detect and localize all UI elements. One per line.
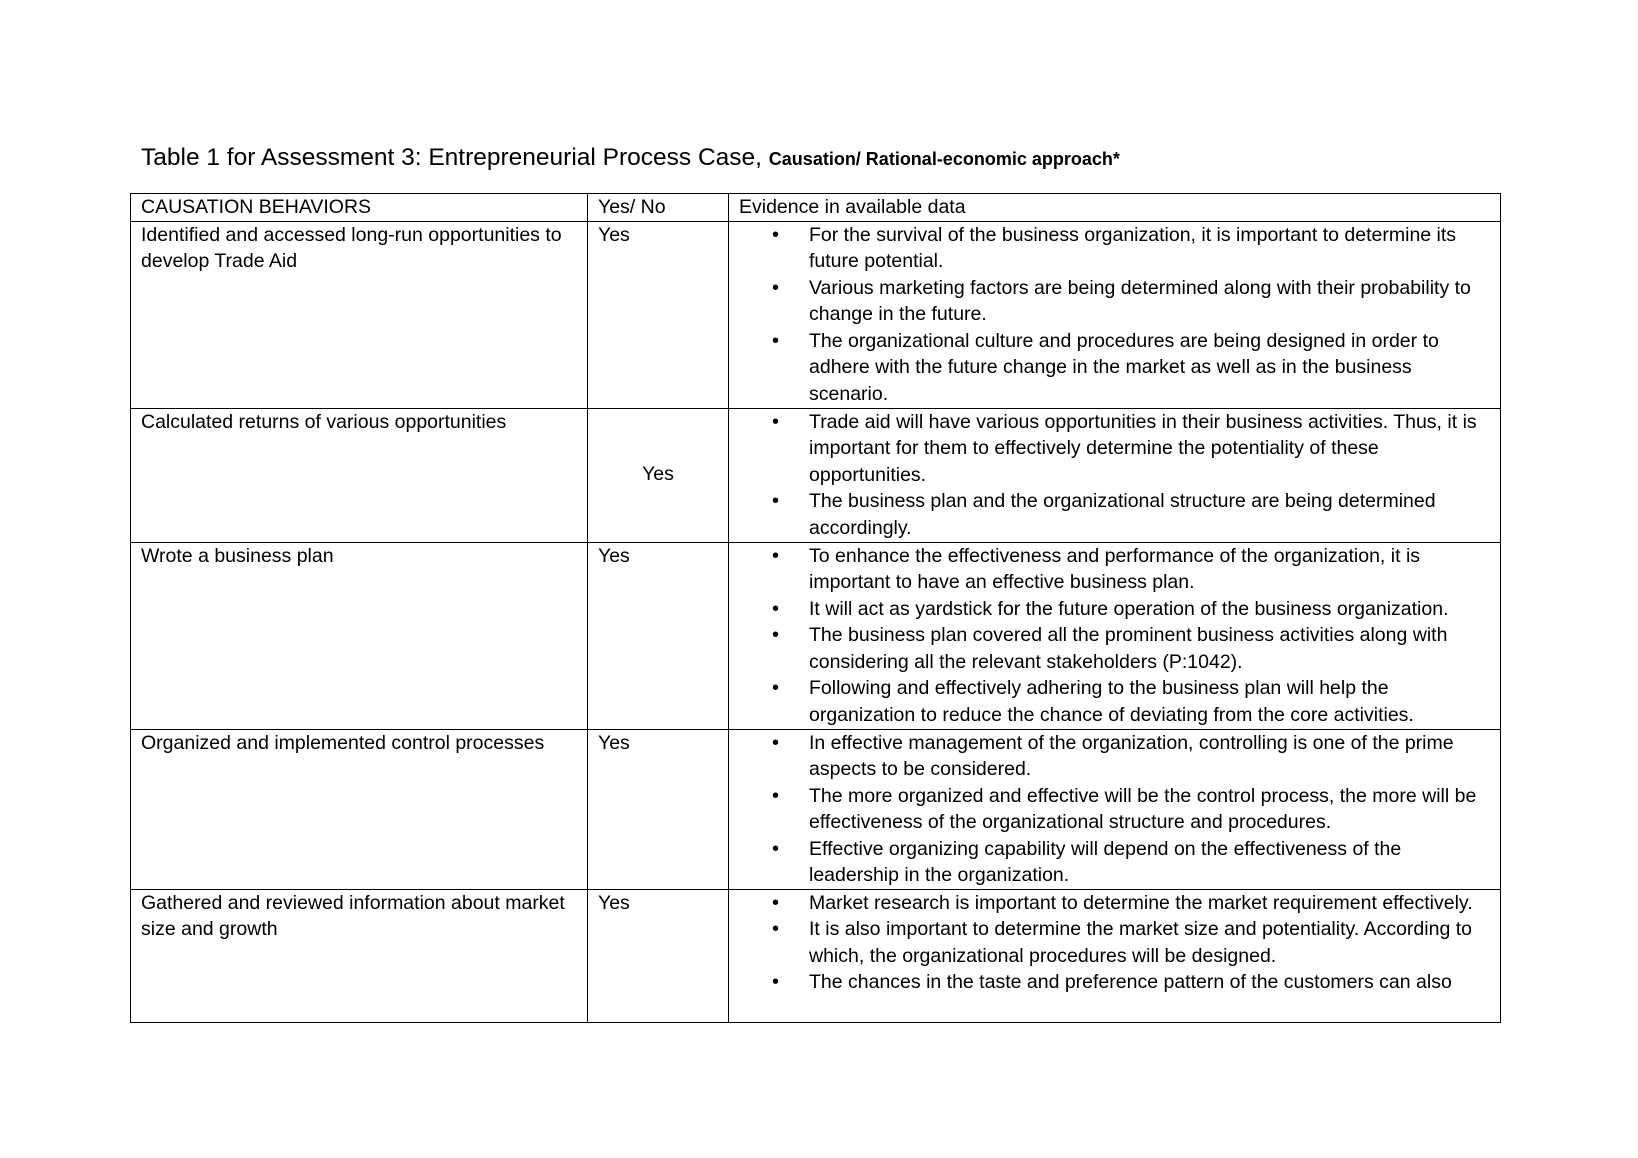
bullet-icon: • bbox=[772, 624, 780, 646]
bullet-icon: • bbox=[772, 971, 780, 993]
evidence-item bbox=[772, 543, 1490, 596]
answer-text: Yes bbox=[642, 463, 674, 486]
bullet-icon: • bbox=[772, 891, 780, 914]
evidence-text: Market research is important to determine the market requirement effectively. bbox=[809, 891, 1473, 914]
answer-cell: Yes bbox=[588, 221, 729, 408]
evidence-cell bbox=[729, 221, 1501, 408]
behavior-cell: Identified and accessed long-run opportunities to develop Trade Aid bbox=[131, 221, 588, 408]
title-subtitle: Causation/ Rational-economic approach* bbox=[768, 149, 1120, 169]
behavior-cell: Gathered and reviewed information about market size and growth bbox=[131, 889, 588, 1022]
bullet-icon: • bbox=[772, 837, 780, 860]
evidence-item bbox=[772, 488, 1490, 541]
evidence-list bbox=[739, 409, 1490, 542]
bullet-icon: • bbox=[772, 490, 780, 512]
behavior-cell: Wrote a business plan bbox=[131, 542, 588, 729]
bullet-icon: • bbox=[772, 410, 780, 433]
evidence-text: It will act as yardstick for the future operation of the business organization. bbox=[809, 597, 1449, 620]
title-main: Table 1 for Assessment 3: Entrepreneurial Process Case bbox=[141, 144, 756, 171]
evidence-list bbox=[739, 730, 1490, 889]
evidence-item bbox=[772, 675, 1490, 728]
bullet-icon: • bbox=[772, 544, 780, 567]
header-behaviors: CAUSATION BEHAVIORS bbox=[131, 194, 588, 222]
header-yes-no: Yes/ No bbox=[588, 194, 729, 222]
bullet-icon: • bbox=[772, 276, 780, 299]
answer-cell: Yes bbox=[588, 889, 729, 1022]
table-row bbox=[131, 542, 1501, 729]
answer-cell: Yes bbox=[588, 729, 729, 889]
evidence-item bbox=[772, 622, 1490, 675]
evidence-text: For the survival of the business organization, it is important to determine its future potential. bbox=[809, 223, 1457, 272]
answer-cell bbox=[588, 408, 729, 542]
header-evidence: Evidence in available data bbox=[729, 194, 1501, 222]
page-title bbox=[141, 140, 1120, 177]
evidence-text: Effective organizing capability will depend on the effectiveness of the leadership in the organization. bbox=[809, 837, 1402, 886]
evidence-item bbox=[772, 222, 1490, 275]
causation-table bbox=[130, 193, 1501, 1023]
evidence-item bbox=[772, 969, 1490, 996]
answer-cell: Yes bbox=[588, 542, 729, 729]
evidence-text: Following and effectively adhering to the business plan will help the organization to reduce the chance of deviating from the core activities. bbox=[809, 677, 1414, 726]
evidence-list bbox=[739, 222, 1490, 408]
table-row bbox=[131, 408, 1501, 542]
evidence-item bbox=[772, 783, 1490, 836]
evidence-item bbox=[772, 890, 1490, 917]
bullet-icon: • bbox=[772, 329, 780, 352]
bullet-icon: • bbox=[772, 223, 780, 246]
evidence-text: The more organized and effective will be the control process, the more will be effectiveness of the organizational structure and procedures. bbox=[809, 784, 1477, 833]
evidence-text: The business plan covered all the prominent business activities along with considering all the relevant stakeholders (P:1042). bbox=[809, 624, 1448, 673]
table-row bbox=[131, 221, 1501, 408]
table-header-row bbox=[131, 194, 1501, 222]
evidence-item bbox=[772, 730, 1490, 783]
table-row bbox=[131, 729, 1501, 889]
answer-wrap bbox=[598, 409, 718, 541]
evidence-text: The business plan and the organizational structure are being determined accordingly. bbox=[809, 490, 1436, 539]
evidence-text: Various marketing factors are being determined along with their probability to change in the future. bbox=[809, 276, 1471, 325]
table-row bbox=[131, 889, 1501, 1022]
evidence-text: The chances in the taste and preference pattern of the customers can also bbox=[809, 971, 1452, 993]
evidence-text: To enhance the effectiveness and performance of the organization, it is important to have an effective business plan. bbox=[809, 544, 1421, 593]
evidence-text: Trade aid will have various opportunities in their business activities. Thus, it is important for them to effectively determine the potentiality of these opportunities. bbox=[809, 410, 1477, 486]
evidence-item bbox=[772, 409, 1490, 489]
evidence-text: The organizational culture and procedures are being designed in order to adhere with the future change in the market as well as in the business scenario. bbox=[809, 329, 1439, 405]
bullet-icon: • bbox=[772, 918, 780, 940]
bullet-icon: • bbox=[772, 677, 780, 699]
evidence-list bbox=[739, 543, 1490, 729]
evidence-item bbox=[772, 836, 1490, 889]
evidence-cell bbox=[729, 542, 1501, 729]
evidence-text: It is also important to determine the market size and potentiality. According to which, the organizational procedures will be designed. bbox=[809, 918, 1472, 967]
bullet-icon: • bbox=[772, 597, 780, 620]
behavior-cell: Organized and implemented control processes bbox=[131, 729, 588, 889]
evidence-item bbox=[772, 328, 1490, 408]
bullet-icon: • bbox=[772, 731, 780, 754]
evidence-list bbox=[739, 890, 1490, 996]
evidence-cell bbox=[729, 408, 1501, 542]
evidence-item bbox=[772, 275, 1490, 328]
evidence-item bbox=[772, 596, 1490, 623]
behavior-cell: Calculated returns of various opportunities bbox=[131, 408, 588, 542]
evidence-text: In effective management of the organization, controlling is one of the prime aspects to be considered. bbox=[809, 731, 1454, 780]
bullet-icon: • bbox=[772, 784, 780, 807]
title-separator: , bbox=[755, 144, 762, 171]
evidence-cell bbox=[729, 729, 1501, 889]
evidence-cell bbox=[729, 889, 1501, 1022]
evidence-item bbox=[772, 916, 1490, 969]
